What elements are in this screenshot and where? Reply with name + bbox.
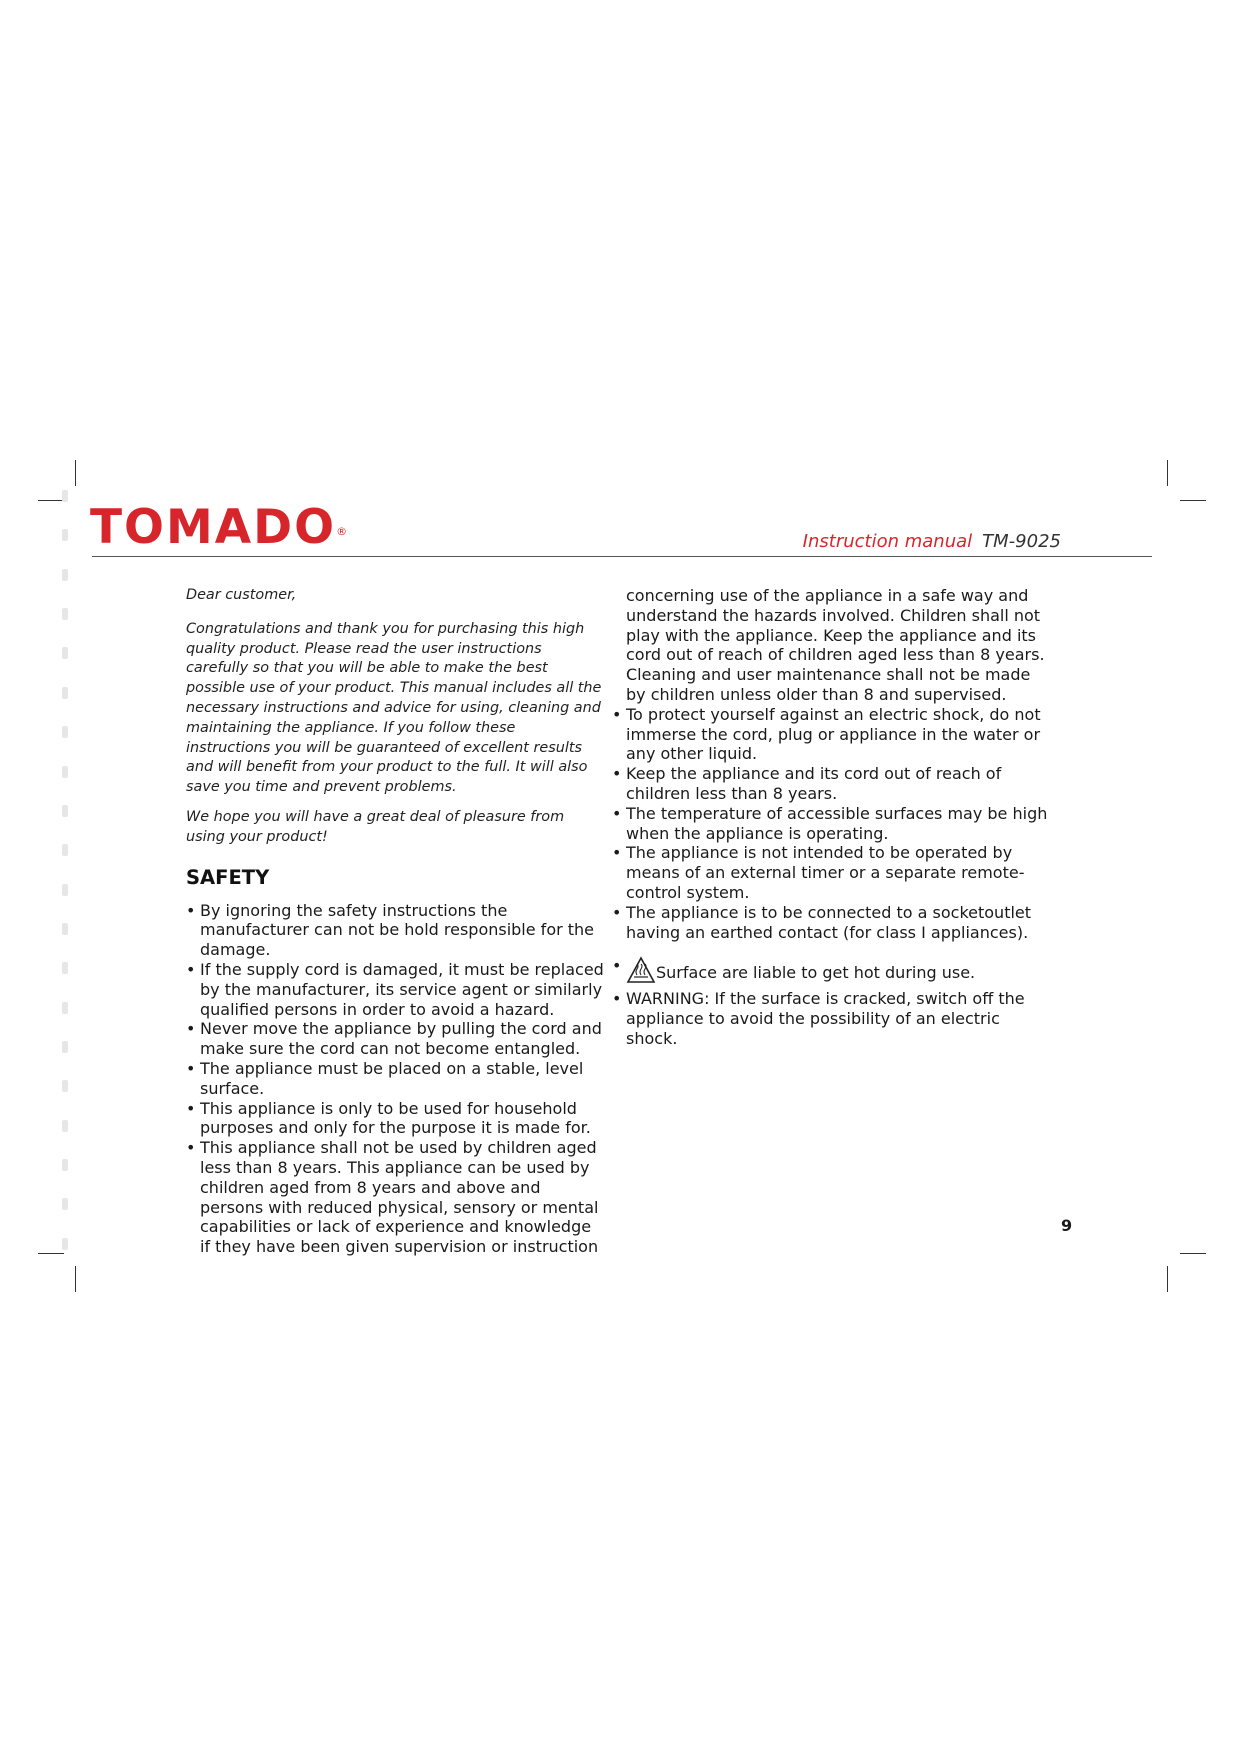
safety-list-right: [612, 586, 1052, 942]
hot-surface-warning-icon: [626, 956, 656, 989]
safety-list-right-2: [612, 956, 1052, 1048]
list-item: • This appliance is only to be used for household purposes and only for the purpose it is made for.: [186, 1099, 604, 1139]
brand-name: TOMADO: [90, 500, 337, 555]
registered-mark: ®: [336, 525, 348, 538]
list-item: • Keep the appliance and its cord out of reach of children less than 8 years.: [612, 764, 1052, 804]
crop-mark: [1180, 500, 1206, 501]
left-column: [186, 586, 604, 1257]
hot-surface-text: Surface are liable to get hot during use.: [656, 963, 976, 983]
list-item-warning: • WARNING: If the surface is cracked, switch off the appliance to avoid the possibility of an electric shock.: [612, 989, 1052, 1048]
crop-mark: [75, 460, 76, 486]
model-number: TM-9025: [982, 531, 1061, 552]
crop-mark: [1180, 1253, 1206, 1254]
crop-mark: [38, 1253, 64, 1254]
crop-mark: [75, 1266, 76, 1292]
side-decoration: [58, 490, 72, 1250]
section-title-safety: SAFETY: [186, 865, 270, 889]
list-item: • The temperature of accessible surfaces may be high when the appliance is operating.: [612, 804, 1052, 844]
intro-paragraph: Congratulations and thank you for purchasing this high quality product. Please read the user instructions carefully so that you will be able to make the best possible use of your product. This manual includes all the necessary instructions and advice for using, cleaning and maintaining the appliance. If you follow these instructions you will be guaranteed of excellent results and will benefit from your product to the full. It will also save you time and prevent problems.: [186, 620, 602, 796]
intro-closing: We hope you will have a great deal of pleasure from using your product!: [186, 808, 565, 845]
manual-header: [803, 531, 1061, 552]
salutation: Dear customer,: [186, 587, 297, 603]
manual-label: Instruction manual: [802, 531, 973, 552]
list-item: • By ignoring the safety instructions the manufacturer can not be hold responsible for the damage.: [186, 901, 604, 960]
list-item: • This appliance shall not be used by children aged less than 8 years. This appliance can be used by children aged from 8 years and above and persons with reduced physical, sensory or mental capabilities or lack of experience and knowledge if they have been given supervision or instruction: [186, 1138, 604, 1257]
crop-mark: [1167, 460, 1168, 486]
list-item-continuation: concerning use of the appliance in a safe way and understand the hazards involved. Children shall not play with the appliance. Keep the appliance and its cord out of reach of children aged less than 8 years. Cleaning and user maintenance shall not be made by children unless older than 8 and supervised.: [626, 586, 1045, 704]
list-item: • The appliance is not intended to be operated by means of an external timer or a separate remote-control system.: [612, 843, 1052, 902]
list-item: • The appliance is to be connected to a socketoutlet having an earthed contact (for class I appliances).: [612, 903, 1052, 943]
crop-mark: [1167, 1266, 1168, 1292]
safety-list-left: [186, 901, 604, 1257]
brand-logo: [90, 500, 348, 555]
page-number: 9: [1061, 1216, 1073, 1235]
list-item-hot-surface: [612, 956, 1052, 989]
list-item: • To protect yourself against an electric shock, do not immerse the cord, plug or appliance in the water or any other liquid.: [612, 705, 1052, 764]
list-item: • Never move the appliance by pulling the cord and make sure the cord can not become entangled.: [186, 1019, 604, 1059]
list-item: • The appliance must be placed on a stable, level surface.: [186, 1059, 604, 1099]
header-divider: [92, 556, 1152, 557]
right-column: [612, 586, 1052, 1049]
list-item: • If the supply cord is damaged, it must be replaced by the manufacturer, its service agent or similarly qualified persons in order to avoid a hazard.: [186, 960, 604, 1019]
